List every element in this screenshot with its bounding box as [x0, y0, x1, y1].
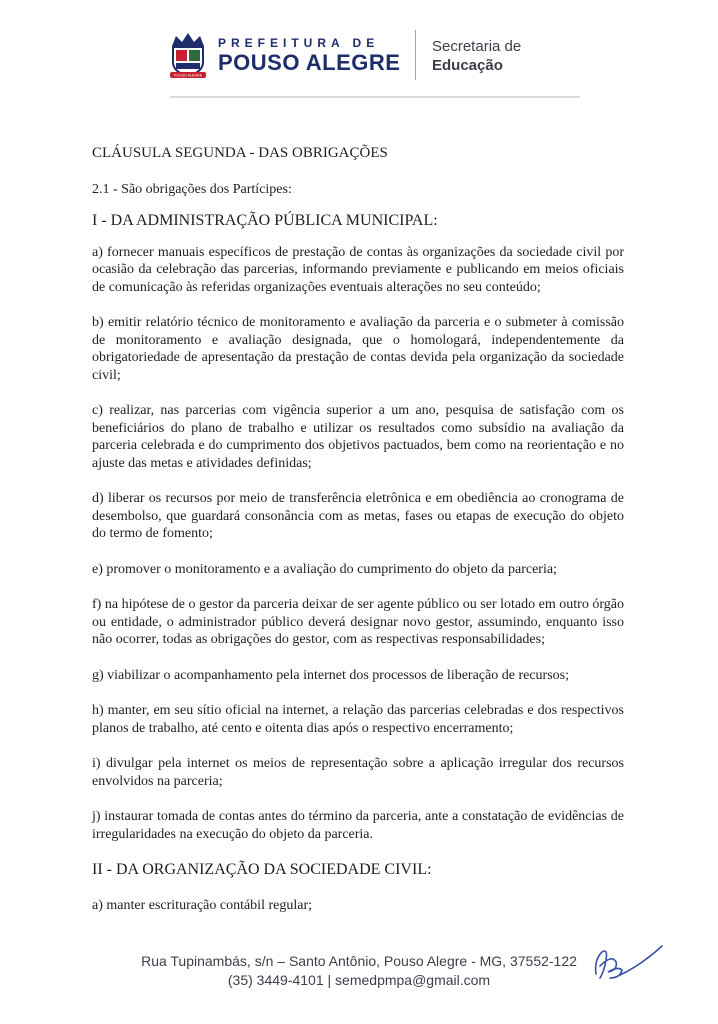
secretaria-line2: Educação [432, 57, 503, 74]
item-e: e) promover o monitoramento e a avaliação do cumprimento do objeto da parceria; [92, 561, 557, 577]
item-j: j) instaurar tomada de contas antes do término da parceria, ante a constatação de evidências de irregularidades na execução do objeto da parceria. [92, 809, 624, 842]
city-crest-icon [166, 30, 210, 80]
item-i: i) divulgar pela internet os meios de representação sobre a aplicação irregular dos recursos envolvidos na parceria; [92, 756, 624, 789]
brand-city-name: POUSO ALEGRE [218, 50, 401, 75]
section2-title: II - DA ORGANIZAÇÃO DA SOCIEDADE CIVIL: [92, 861, 432, 878]
intro-text: 2.1 - São obrigações dos Partícipes: [92, 181, 292, 197]
item-g: g) viabilizar o acompanhamento pela internet dos processos de liberação de recursos; [92, 667, 569, 683]
item-c: c) realizar, nas parcerias com vigência superior a um ano, pesquisa de satisfação com os beneficiários do plano de trabalho e utilizar os resultados como subsídio na avaliação da parceria celebrada e do cumprimento dos objetivos pactuados, bem como na reorientação e no ajuste das metas e atividades definidas; [92, 403, 624, 471]
clause-title: CLÁUSULA SEGUNDA - DAS OBRIGAÇÕES [92, 145, 388, 161]
header-divider [415, 30, 416, 80]
letterhead [0, 0, 718, 100]
footer [0, 952, 718, 990]
header-rule [170, 96, 580, 98]
secretaria-line1: Secretaria de [432, 38, 522, 55]
item-b: b) emitir relatório técnico de monitoramento e avaliação da parceria e o submeter à comissão de monitoramento e avaliação designada, que o homologará, independentemente da obrigatoriedade de apresentação da prestação de contas devida pela organização da sociedade civil; [92, 315, 624, 383]
footer-address: Rua Tupinambás, s/n – Santo Antônio, Pouso Alegre - MG, 37552-122 [141, 953, 577, 969]
crest-ribbon-text: POUSO ALEGRE [173, 73, 203, 78]
footer-contact: (35) 3449-4101 | semedpmpa@gmail.com [227, 972, 491, 988]
section1-title: I - DA ADMINISTRAÇÃO PÚBLICA MUNICIPAL: [92, 212, 438, 229]
brand-prefeitura: PREFEITURA DE [218, 36, 380, 50]
item-f: f) na hipótese de o gestor da parceria deixar de ser agente público ou ser lotado em outro órgão ou entidade, o administrador público deverá designar novo gestor, assumindo, enquanto isso não ocorrer, todas as obrigações do gestor, com as respectivas responsabilidades; [92, 597, 624, 647]
item-d: d) liberar os recursos por meio de transferência eletrônica e em obediência ao cronograma de desembolso, que guardará consonância com as metas, fases ou etapas de execução do objeto do termo de fomento; [92, 491, 624, 541]
document-body [92, 145, 624, 914]
section2-item-a: a) manter escrituração contábil regular; [92, 897, 312, 913]
item-h: h) manter, em seu sítio oficial na internet, a relação das parcerias celebradas e dos respectivos planos de trabalho, até cento e oitenta dias após o respectivo encerramento; [92, 703, 624, 736]
item-a: a) fornecer manuais específicos de prestação de contas às organizações da sociedade civil por ocasião da celebração das parcerias, informando previamente e publicando em meios oficiais de comunicação às referidas organizações eventuais alterações no seu conteúdo; [92, 244, 624, 295]
